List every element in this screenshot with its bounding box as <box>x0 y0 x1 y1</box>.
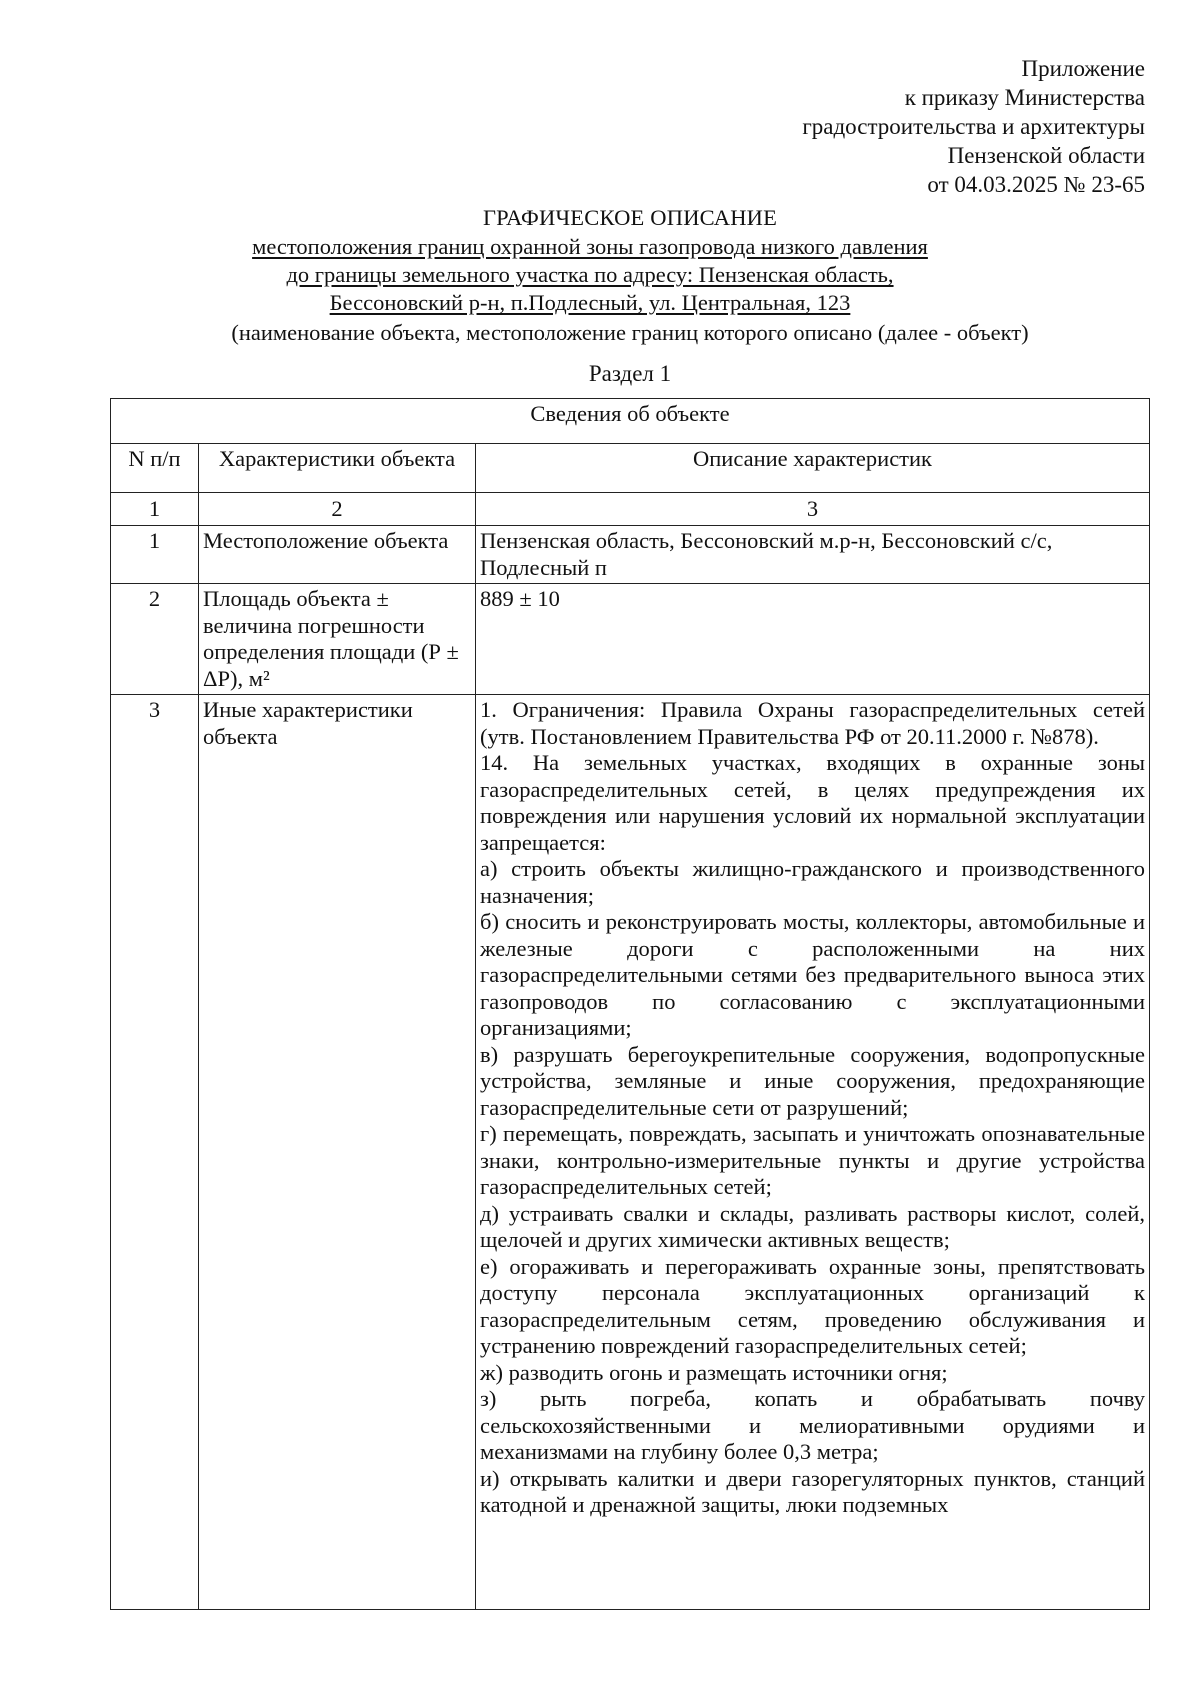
row-characteristic: Площадь объекта ± величина погрешности определения площади (Р ± ΔР), м² <box>199 584 476 695</box>
row-number: 1 <box>111 526 199 584</box>
appendix-header <box>802 54 1145 199</box>
row-characteristic: Местоположение объекта <box>199 526 476 584</box>
restriction-item: в) разрушать берегоукрепительные сооружения, водопропускные устройства, земляные и иные сооружения, предохраняющие газораспределительные сети от разрушений; <box>480 1041 1145 1120</box>
row-characteristic: Иные характеристики объекта <box>199 695 476 1610</box>
object-name <box>210 233 970 317</box>
object-name-line: местоположения границ охранной зоны газопровода низкого давления <box>252 234 928 259</box>
row-description: 889 ± 10 <box>476 584 1150 695</box>
restriction-item: ж) разводить огонь и размещать источники огня; <box>480 1359 948 1385</box>
appendix-order-date: от 04.03.2025 № 23-65 <box>927 172 1145 197</box>
table-caption: Сведения об объекте <box>111 399 1150 444</box>
column-number: 2 <box>199 493 476 526</box>
table-header-row <box>111 444 1150 493</box>
restriction-item: з) рыть погреба, копать и обрабатывать почву сельскохозяйственными и мелиоративными орудиями и механизмами на глубину более 0,3 метра; <box>480 1386 1145 1464</box>
restriction-item: г) перемещать, повреждать, засыпать и уничтожать опознавательные знаки, контрольно-измерительные пункты и другие устройства газораспределительных сетей; <box>480 1121 1145 1199</box>
table-row <box>111 695 1150 1610</box>
column-header-number: N п/п <box>111 444 199 493</box>
column-header-description: Описание характеристик <box>476 444 1150 493</box>
restriction-item: б) сносить и реконструировать мосты, коллекторы, автомобильные и железные дороги с расположенными на них газораспределительными сетями без предварительного выноса этих газопроводов по согласованию с эксплуатационными организациями; <box>480 909 1145 1040</box>
object-name-line: Бессоновский р-н, п.Подлесный, ул. Центральная, 123 <box>329 290 851 315</box>
appendix-line: градостроительства и архитектуры <box>802 114 1145 139</box>
appendix-line: к приказу Министерства <box>904 85 1145 110</box>
restriction-paragraph: 1. Ограничения: Правила Охраны газораспределительных сетей (утв. Постановлением Правительства РФ от 20.11.2000 г. №878). <box>480 697 1145 749</box>
restriction-paragraph: 14. На земельных участках, входящих в охранные зоны газораспределительных сетей, в целях предупреждения их повреждения или нарушения условий их нормальной эксплуатации запрещается: <box>480 750 1145 855</box>
object-name-line: до границы земельного участка по адресу: Пензенская область, <box>286 262 894 287</box>
section-title: Раздел 1 <box>588 361 672 386</box>
object-caption: (наименование объекта, местоположение границ которого описано (далее - объект) <box>231 320 1029 345</box>
table-caption-row <box>111 399 1150 444</box>
row-description: Пензенская область, Бессоновский м.р-н, Бессоновский с/с, Подлесный п <box>476 526 1150 584</box>
column-number: 1 <box>111 493 199 526</box>
object-info-table <box>110 398 1150 1610</box>
row-number: 2 <box>111 584 199 695</box>
restriction-item: д) устраивать свалки и склады, разливать растворы кислот, солей, щелочей и других химически активных веществ; <box>480 1200 1145 1252</box>
appendix-line: Приложение <box>1021 56 1145 81</box>
restriction-item: е) огораживать и перегораживать охранные зоны, препятствовать доступу персонала эксплуатационных организаций к газораспределительным сетям, проведению обслуживания и устранению повреждений газораспределительных сетей; <box>480 1253 1145 1358</box>
document-title: ГРАФИЧЕСКОЕ ОПИСАНИЕ <box>482 205 778 230</box>
appendix-line: Пензенской области <box>947 143 1145 168</box>
table-row <box>111 526 1150 584</box>
restriction-item: и) открывать калитки и двери газорегуляторных пунктов, станций катодной и дренажной защиты, люки подземных <box>480 1465 1145 1517</box>
column-number-row <box>111 493 1150 526</box>
restriction-item: а) строить объекты жилищно-гражданского и производственного назначения; <box>480 856 1145 908</box>
column-header-characteristic: Характеристики объекта <box>199 444 476 493</box>
table-row <box>111 584 1150 695</box>
column-number: 3 <box>476 493 1150 526</box>
row-description <box>476 695 1150 1610</box>
row-number: 3 <box>111 695 199 1610</box>
